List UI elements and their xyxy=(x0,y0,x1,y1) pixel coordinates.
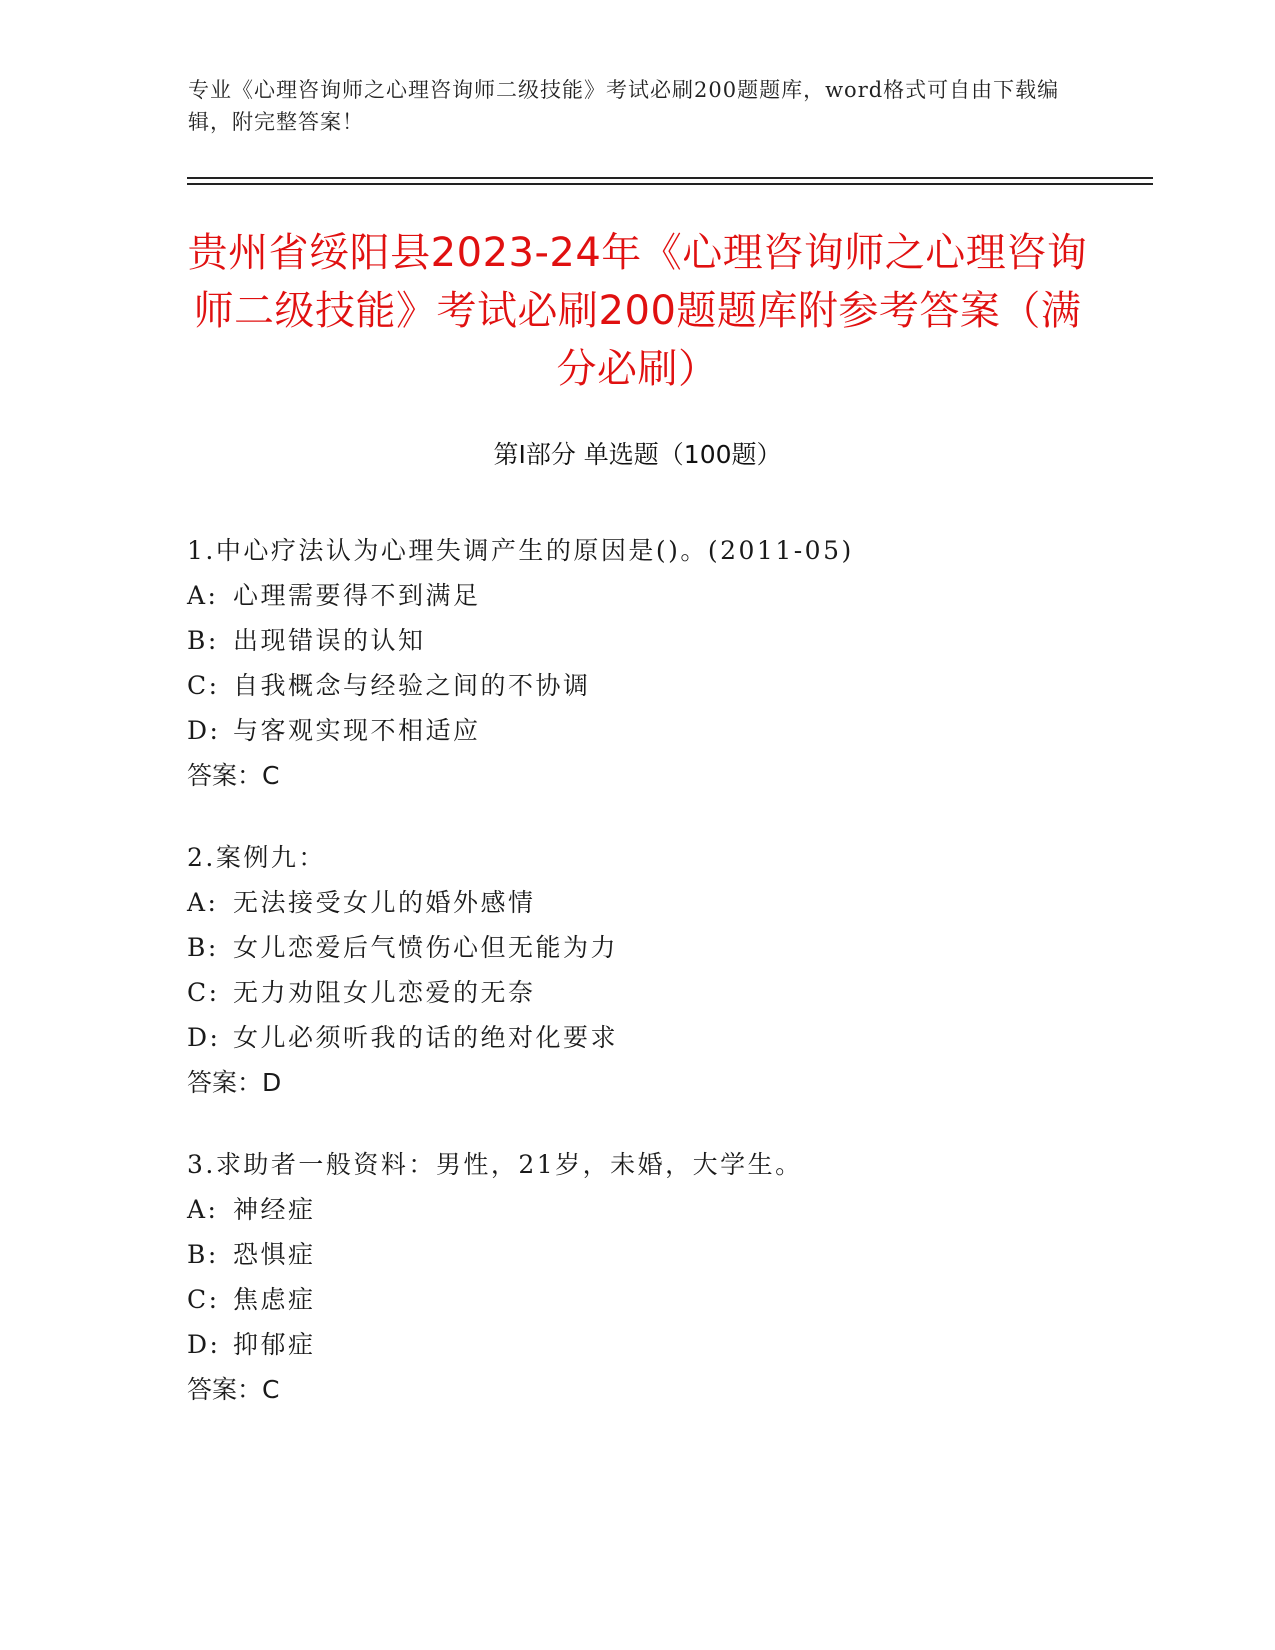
option-b xyxy=(187,1232,1147,1277)
header-divider-top xyxy=(187,177,1153,179)
option-text: 焦虑症 xyxy=(233,1285,316,1314)
option-c xyxy=(187,1277,1147,1322)
question-item xyxy=(187,1142,1147,1412)
answer-line: 答案：C xyxy=(187,1375,280,1404)
option-key: D: xyxy=(187,1330,221,1359)
option-b xyxy=(187,925,1147,970)
option-key: B: xyxy=(187,933,219,962)
option-text: 与客观实现不相适应 xyxy=(233,716,481,745)
answer-line: 答案：C xyxy=(187,761,280,790)
option-key: D: xyxy=(187,1023,221,1052)
header-note: 专业《心理咨询师之心理咨询师二级技能》考试必刷200题题库，word格式可自由下载编辑，附完整答案！ xyxy=(188,78,1060,134)
question-stem: 3.求助者一般资料：男性，21岁，未婚，大学生。 xyxy=(187,1150,803,1179)
option-text: 恐惧症 xyxy=(233,1240,316,1269)
option-key: A: xyxy=(187,888,219,917)
option-key: D: xyxy=(187,716,221,745)
header-divider-bottom xyxy=(187,183,1153,185)
option-key: C: xyxy=(187,671,220,700)
option-d xyxy=(187,1015,1147,1060)
option-text: 出现错误的认知 xyxy=(233,626,426,655)
option-key: A: xyxy=(187,1195,219,1224)
option-a xyxy=(187,573,1147,618)
option-text: 无法接受女儿的婚外感情 xyxy=(233,888,536,917)
option-key: C: xyxy=(187,1285,220,1314)
option-a xyxy=(187,1187,1147,1232)
question-list xyxy=(187,528,1147,1449)
option-key: B: xyxy=(187,1240,219,1269)
option-a xyxy=(187,880,1147,925)
option-b xyxy=(187,618,1147,663)
option-text: 女儿恋爱后气愤伤心但无能为力 xyxy=(233,933,619,962)
question-item xyxy=(187,835,1147,1105)
option-d xyxy=(187,708,1147,753)
option-c xyxy=(187,970,1147,1015)
option-c xyxy=(187,663,1147,708)
option-text: 心理需要得不到满足 xyxy=(233,581,481,610)
option-text: 女儿必须听我的话的绝对化要求 xyxy=(233,1023,619,1052)
question-item xyxy=(187,528,1147,798)
question-stem: 1.中心疗法认为心理失调产生的原因是()。(2011-05) xyxy=(187,536,854,565)
option-key: B: xyxy=(187,626,219,655)
option-key: A: xyxy=(187,581,219,610)
section-heading: 第Ⅰ部分 单选题（100题） xyxy=(493,440,782,469)
document-title: 贵州省绥阳县2023-24年《心理咨询师之心理咨询师二级技能》考试必刷200题题库附参考答案（满分必刷） xyxy=(187,230,1088,392)
option-text: 神经症 xyxy=(233,1195,316,1224)
option-text: 抑郁症 xyxy=(233,1330,316,1359)
option-d xyxy=(187,1322,1147,1367)
answer-line: 答案：D xyxy=(187,1068,282,1097)
option-text: 无力劝阻女儿恋爱的无奈 xyxy=(233,978,536,1007)
option-text: 自我概念与经验之间的不协调 xyxy=(233,671,591,700)
option-key: C: xyxy=(187,978,220,1007)
question-stem: 2.案例九： xyxy=(187,843,326,872)
